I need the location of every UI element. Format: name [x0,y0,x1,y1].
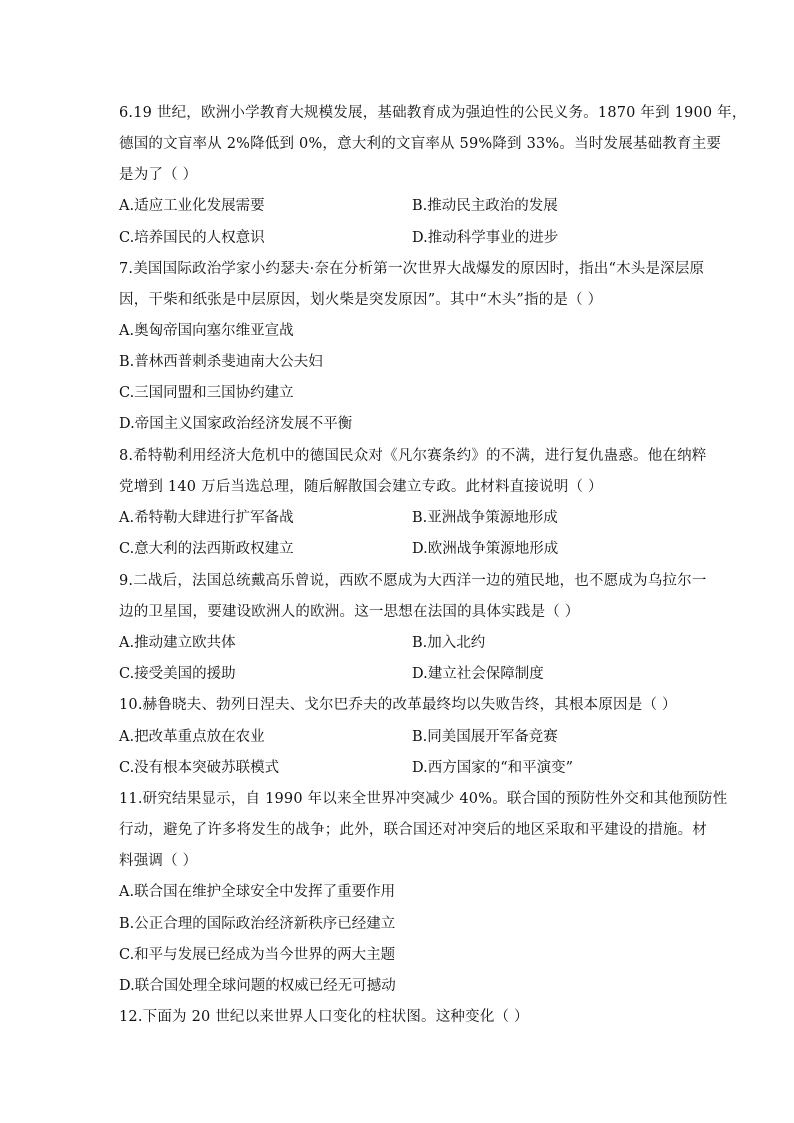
question-10-option-a[interactable]: A.把改革重点放在农业 [119,729,265,745]
question-12-stem-line-1: 12.下面为 20 世纪以来世界人口变化的柱状图。这种变化（ ） [119,1009,529,1025]
question-11-option-d[interactable]: D.联合国处理全球问题的权威已经无可撼动 [119,978,396,994]
question-11-option-c[interactable]: C.和平与发展已经成为当今世界的两大主题 [119,947,396,963]
question-10-option-d[interactable]: D.西方国家的“和平演变” [412,760,574,776]
question-11-stem-line-2: 行动，避免了许多将发生的战争；此外，联合国还对冲突后的地区采取和平建设的措施。材 [119,822,707,838]
question-8-option-d[interactable]: D.欧洲战争策源地形成 [412,541,559,557]
question-7-stem-line-2: 因，干柴和纸张是中层原因，划火柴是突发原因”。其中“木头”指的是（ ） [119,292,603,308]
question-11-stem-line-3: 料强调（ ） [119,853,198,869]
question-6-option-c[interactable]: C.培养国民的人权意识 [119,230,265,246]
question-8-option-a[interactable]: A.希特勒大肆进行扩军备战 [119,510,294,526]
question-9-option-d[interactable]: D.建立社会保障制度 [412,666,544,682]
question-11-stem-line-1: 11.研究结果显示，自 1990 年以来全世界冲突减少 40%。联合国的预防性外交和其他预防性 [119,791,728,807]
question-8-option-b[interactable]: B.亚洲战争策源地形成 [412,510,558,526]
question-6-option-d[interactable]: D.推动科学事业的进步 [412,230,559,246]
question-8-stem-line-1: 8.希特勒利用经济大危机中的德国民众对《凡尔赛条约》的不满，进行复仇蛊惑。他在纳粹 [119,448,707,464]
question-9-option-c[interactable]: C.接受美国的援助 [119,666,236,682]
question-10-stem-line-1: 10.赫鲁晓夫、勃列日涅夫、戈尔巴乔夫的改革最终均以失败告终，其根本原因是（ ） [119,697,677,713]
question-9-option-a[interactable]: A.推动建立欧共体 [119,635,236,651]
question-9-stem-line-1: 9.二战后，法国总统戴高乐曾说，西欧不愿成为大西洋一边的殖民地，也不愿成为乌拉尔一 [119,573,707,589]
question-8-stem-line-2: 党增到 140 万后当选总理，随后解散国会建立专政。此材料直接说明（ ） [119,479,603,495]
question-10-option-b[interactable]: B.同美国展开军备竞赛 [412,729,558,745]
question-7-stem-line-1: 7.美国国际政治学家小约瑟夫·奈在分析第一次世界大战爆发的原因时，指出“木头是深层原 [119,261,705,277]
question-6-option-b[interactable]: B.推动民主政治的发展 [412,198,558,214]
question-7-option-c[interactable]: C.三国同盟和三国协约建立 [119,385,294,401]
question-6-option-a[interactable]: A.适应工业化发展需要 [119,198,265,214]
question-7-option-d[interactable]: D.帝国主义国家政治经济发展不平衡 [119,416,353,432]
question-7-option-b[interactable]: B.普林西普刺杀斐迪南大公夫妇 [119,354,323,370]
question-9-option-b[interactable]: B.加入北约 [412,635,486,651]
question-11-option-a[interactable]: A.联合国在维护全球安全中发挥了重要作用 [119,884,396,900]
question-6-stem-line-3: 是为了（ ） [119,167,198,183]
question-6-stem-line-1: 6.19 世纪，欧洲小学教育大规模发展，基础教育成为强迫性的公民义务。1870 年到 1900 年， [119,105,747,121]
question-6-stem-line-2: 德国的文盲率从 2%降低到 0%，意大利的文盲率从 59%降到 33%。当时发展基础教育主要 [119,136,722,152]
question-9-stem-line-2: 边的卫星国，要建设欧洲人的欧洲。这一思想在法国的具体实践是（ ） [119,604,580,620]
question-7-option-a[interactable]: A.奥匈帝国向塞尔维亚宣战 [119,323,294,339]
question-11-option-b[interactable]: B.公正合理的国际政治经济新秩序已经建立 [119,916,396,932]
question-8-option-c[interactable]: C.意大利的法西斯政权建立 [119,541,294,557]
question-10-option-c[interactable]: C.没有根本突破苏联模式 [119,760,280,776]
